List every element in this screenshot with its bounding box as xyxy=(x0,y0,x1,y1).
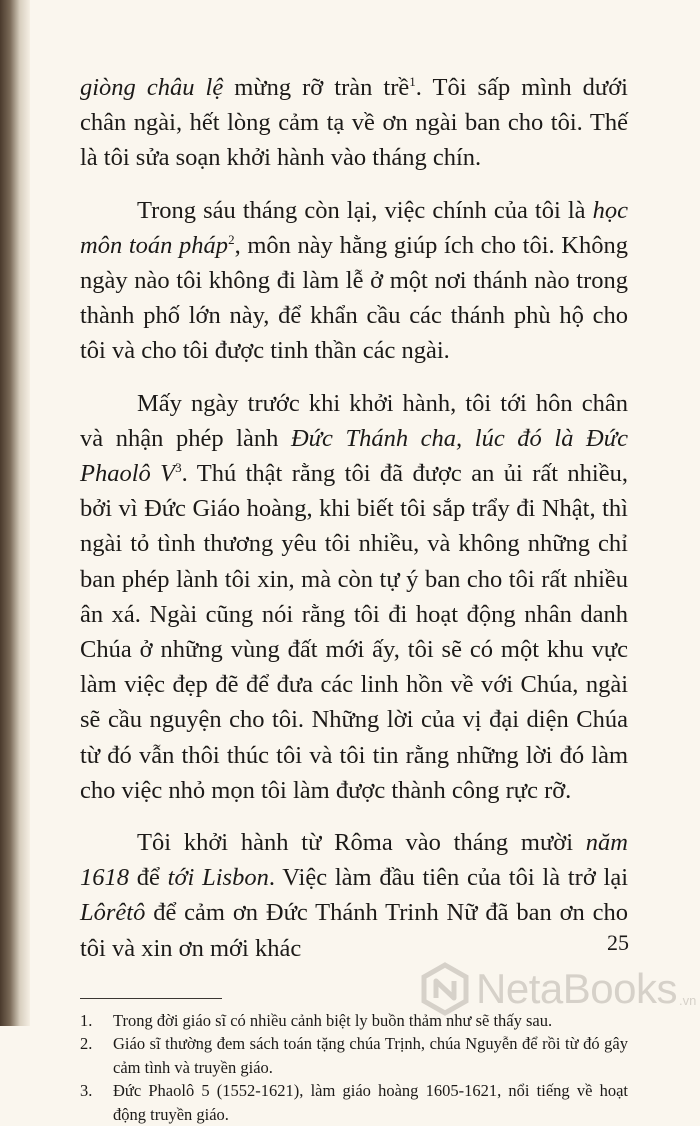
footnote-text: Đức Phaolô 5 (1552-1621), làm giáo hoàng 1605-1621, nổi tiếng về hoạt động truyền giáo. xyxy=(113,1081,628,1124)
text-run: . Tôi sấp mình dưới chân ngài, hết lòng cảm tạ về ơn ngài ban cho tôi. Thế là tôi sửa soạn khởi hành vào tháng chín. xyxy=(80,74,628,172)
paragraph xyxy=(80,70,628,176)
italic-text: tới Lisbon xyxy=(167,864,269,892)
paragraph xyxy=(80,825,628,966)
footnote-number: 3. xyxy=(80,1081,93,1101)
text-run: mừng rỡ tràn trề xyxy=(223,74,410,101)
footnote-number: 2. xyxy=(80,1034,93,1054)
footnotes xyxy=(80,1009,628,1126)
text-run: . Thú thật rằng tôi đã được an ủi rất nhiều, bởi vì Đức Giáo hoàng, khi biết tôi sắp trẩy đi Nhật, thì ngài tỏ tình thương yêu tôi nhiều, và không những chỉ ban phép lành tôi xin, mà còn tự ý ban cho tôi rất nhiều ân xá. Ngài cũng nói rằng tôi đi hoạt động nhân danh Chúa ở những vùng đất mới ấy, tôi sẽ có một khu vực làm việc đẹp đẽ để đưa các linh hồn về với Chúa, ngài sẽ cầu nguyện cho tôi. Những lời của vị đại diện Chúa từ đó vẫn thôi thúc tôi và tôi tin rằng những lời đó làm cho việc nhỏ mọn tôi làm được thành công rực rỡ. xyxy=(80,460,628,804)
footnote-ref: 3 xyxy=(175,459,182,475)
footnote xyxy=(80,1079,628,1126)
book-spine-shadow xyxy=(0,0,30,1026)
italic-text: năm 1618 xyxy=(80,829,628,892)
footnote-text: Giáo sĩ thường đem sách toán tặng chúa Trịnh, chúa Nguyễn để rồi từ đó gây cảm tình và truyền giáo. xyxy=(113,1034,628,1077)
footnote-ref: 1 xyxy=(409,73,416,89)
paragraph xyxy=(80,386,628,808)
italic-text: học môn toán pháp xyxy=(80,196,628,259)
footnote-ref: 2 xyxy=(228,231,235,247)
text-run: Mấy ngày trước khi khởi hành, tôi tới hôn chân và nhận phép lành xyxy=(80,389,628,452)
text-run: để cảm ơn Đức Thánh Trinh Nữ đã ban ơn cho tôi và xin ơn mới khác xyxy=(80,899,628,962)
body-text xyxy=(80,70,628,966)
page-number: 25 xyxy=(607,930,629,955)
footnote-text: Trong đời giáo sĩ có nhiều cảnh biệt ly buồn thảm như sẽ thấy sau. xyxy=(113,1010,553,1030)
paragraph xyxy=(80,193,628,369)
watermark-brand: NetaBooks xyxy=(476,965,677,1012)
footnote xyxy=(80,1032,628,1079)
text-run: Tôi khởi hành từ Rôma vào tháng mười xyxy=(137,829,586,857)
footnote-divider xyxy=(80,998,222,999)
italic-text: giòng châu lệ xyxy=(80,74,224,101)
text-run: Trong sáu tháng còn lại, việc chính của tôi là xyxy=(137,196,593,224)
italic-text: Lôrêtô xyxy=(80,899,146,927)
footnote-number: 1. xyxy=(80,1010,93,1030)
text-run: , môn này hằng giúp ích cho tôi. Không ngày nào tôi không đi làm lễ ở một nơi thánh nào trong thành phố lớn này, để khẩn cầu các thánh phù hộ cho tôi và cho tôi được tinh thần các ngài. xyxy=(80,231,628,365)
text-run: . Việc làm đầu tiên của tôi là trở lại xyxy=(268,864,629,892)
watermark-suffix: .vn xyxy=(678,993,697,1008)
netabooks-watermark xyxy=(418,962,696,1016)
italic-text: Đức Thánh cha, lúc đó là Đức Phaolô V xyxy=(80,424,628,488)
netabooks-logo-icon xyxy=(418,962,472,1016)
text-run: để xyxy=(129,864,168,892)
